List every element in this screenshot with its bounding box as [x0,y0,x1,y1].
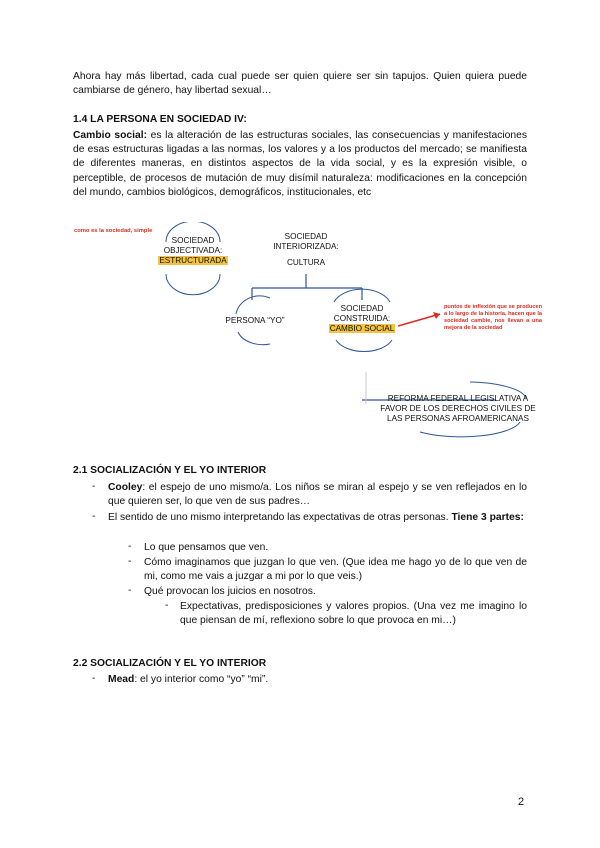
node-constructed-society: SOCIEDAD CONSTRUIDA: CAMBIO SOCIAL [329,304,395,333]
social-change-definition [73,129,527,200]
self-sense-item: El sentido de uno mismo interpretando las expectativas de otras personas. Tiene 3 partes: [108,512,524,523]
highlight-structured: ESTRUCTURADA [159,256,227,265]
part-3-subitem: Expectativas, predisposiciones y valores propios. (Una vez me imagino lo que piensan de mí, reflexiono sobre lo que provoca en mi…) [180,601,527,627]
bullet-dash: - [128,541,132,552]
society-diagram [0,222,600,442]
highlight-social-change: CAMBIO SOCIAL [329,324,395,333]
section-2-1-title: 2.1 SOCIALIZACIÓN Y EL YO INTERIOR [73,465,267,476]
bullet-dash: - [92,673,96,684]
page-number: 2 [518,796,525,808]
mead-item: Mead: el yo interior como “yo” “mi”. [108,674,269,685]
intro-paragraph: Ahora hay más libertad, cada cual puede ser quien quiere ser sin tapujos. Quien quiera puede cambiarse de género, hay libertad sexual… [73,71,527,97]
part-1-item: Lo que pensamos que ven. [144,542,269,553]
node-objectivated-society: SOCIEDAD OBJECTIVADA: ESTRUCTURADA [159,236,227,265]
social-change-text: es la alteración de las estructuras sociales, las consecuencias y manifestaciones de esas estructuras ligadas a las normas, los valores y a los productos del mercado; se manifiesta de diferentes maneras, en distintos aspectos de la vida social, y es la expresión visible, o perceptible, de procesos de mutación de muy disímil naturaleza: modificaciones en la concepción del mundo, cambios biológicos, demográficos, institucionales, etc [73,130,527,198]
node-interiorized-society: SOCIEDAD INTERIORIZADA: CULTURA [273,232,339,267]
cooley-item: Cooley: el espejo de uno mismo/a. Los niños se miran al espejo y se ven reflejados en lo que quieren ser, lo que ven de sus padres… [108,482,527,508]
bullet-dash: - [128,585,132,596]
bullet-dash: - [128,556,132,567]
note-inflection-points: puntos de inflexión que se producen a lo largo de la historia, hacen que la sociedad cambie, nos llevan a una mejora de la sociedad [444,304,542,331]
note-simple: como es la sociedad, simple [74,228,153,234]
node-persona-yo: PERSONA “YO” [225,316,285,325]
bullet-dash: - [165,600,169,611]
section-1-4-title: 1.4 LA PERSONA EN SOCIEDAD IV: [73,114,247,125]
part-3-item: Qué provocan los juicios en nosotros. [144,586,316,597]
part-2-item: Cómo imaginamos que juzgan lo que ven. (Que idea me hago yo de lo que ven de mi, como me vais a juzgar a mi por lo que veis.) [144,557,527,583]
social-change-term: Cambio social: [73,130,148,141]
mead-term: Mead [108,674,135,685]
node-federal-reform: REFORMA FEDERAL LEGISLATIVA A FAVOR DE LOS DERECHOS CIVILES DE LAS PERSONAS AFROAMERICANAS [380,394,536,423]
bullet-dash: - [92,481,96,492]
bullet-dash: - [92,511,96,522]
section-2-2-title: 2.2 SOCIALIZACIÓN Y EL YO INTERIOR [73,658,267,669]
cooley-term: Cooley [108,482,143,493]
